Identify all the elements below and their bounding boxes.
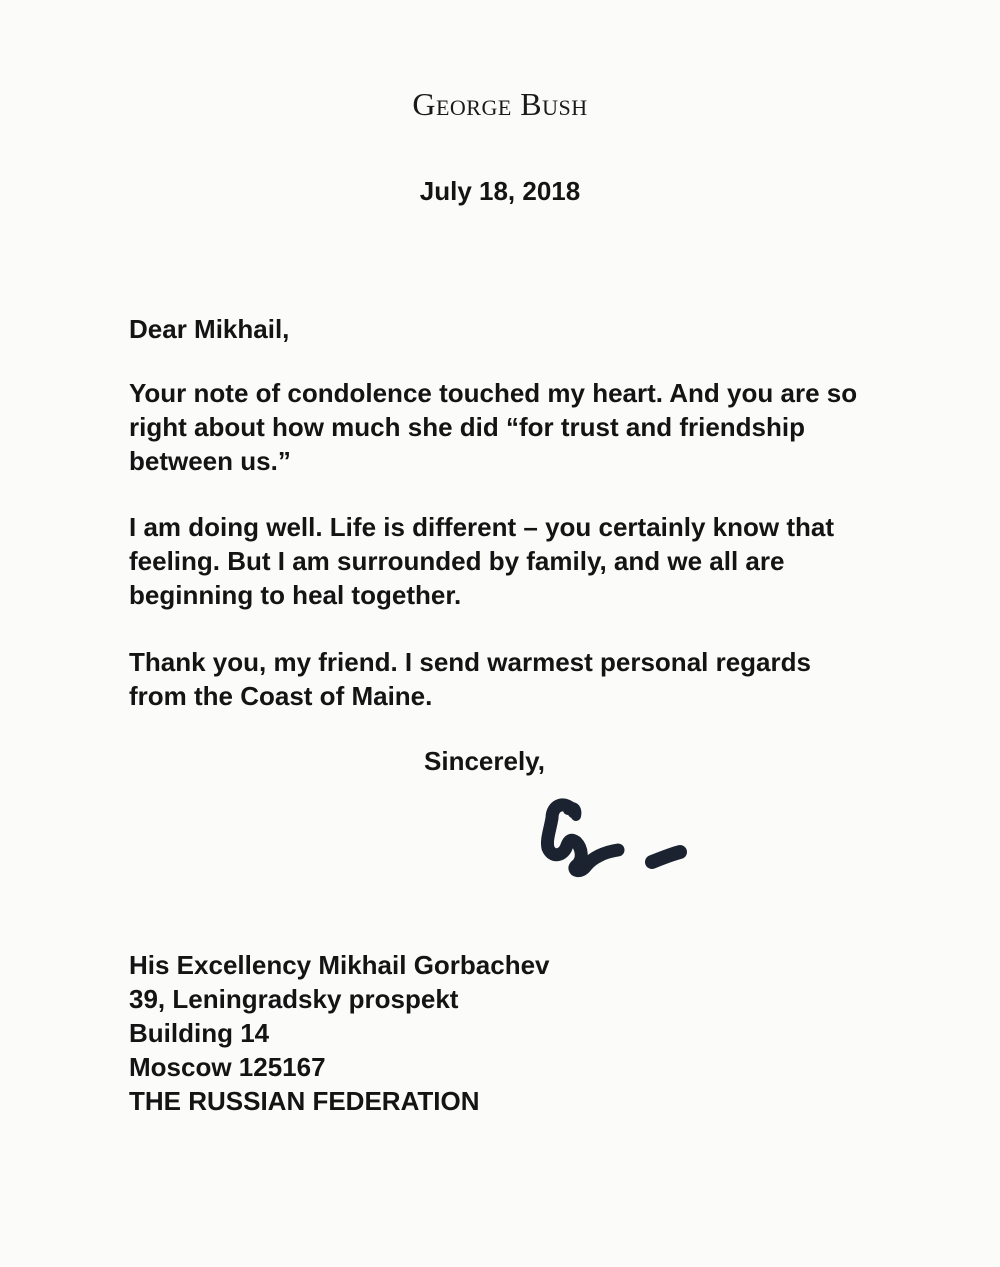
address-line-1: His Excellency Mikhail Gorbachev — [129, 950, 550, 980]
recipient-address — [129, 948, 550, 1118]
paragraph-2: I am doing well. Life is different – you certainly know that feeling. But I am surrounded by family, and we all are beginning to heal together. — [129, 512, 835, 610]
paragraph-3: Thank you, my friend. I send warmest personal regards from the Coast of Maine. — [129, 647, 811, 711]
letterhead: George Bush — [412, 86, 588, 122]
paragraph-1: Your note of condolence touched my heart. And you are so right about how much she did “for trust and friendship between us.” — [129, 378, 858, 476]
letter-date: July 18, 2018 — [419, 176, 581, 206]
salutation: Dear Mikhail, — [129, 314, 290, 344]
address-line-3: Building 14 — [129, 1018, 270, 1048]
address-line-2: 39, Leningradsky prospekt — [129, 984, 459, 1014]
closing: Sincerely, — [424, 746, 545, 776]
address-line-4: Moscow 125167 — [129, 1052, 326, 1082]
address-line-5: THE RUSSIAN FEDERATION — [129, 1086, 480, 1116]
handwritten-signature-icon — [530, 790, 700, 890]
